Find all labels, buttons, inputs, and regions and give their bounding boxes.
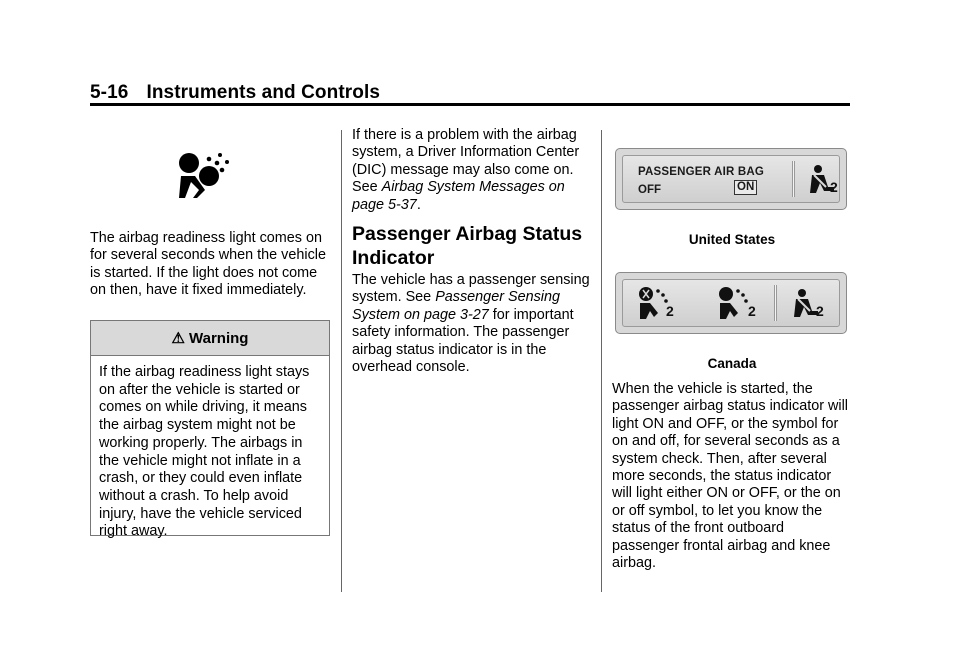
off-label: OFF (638, 184, 661, 196)
dic-paragraph (352, 127, 590, 214)
airbag-messages-link[interactable]: Airbag System Messages on page 5-37 (352, 179, 565, 213)
seat-number-on: 2 (748, 303, 756, 319)
panel-divider-ca (774, 285, 777, 321)
sensing-text: The vehicle has a passenger sensing system. See (352, 272, 590, 306)
warning-title: Warning (189, 330, 249, 347)
warning-header (91, 321, 329, 356)
status-indicator-paragraph: When the vehicle is started, the passenger airbag status indicator will light ON and OFF, or the symbol for on and off, for several seconds as a system check. Then, after several more seconds, the status indicator will light either ON or OFF, or the on or off symbol, to let you know the status of the front outboard passenger frontal airbag and knee airbag. (612, 381, 848, 572)
seat-number: 2 (830, 179, 838, 195)
warning-body: If the airbag readiness light stays on after the vehicle is started or comes on while driving, it means the airbag system might not be working properly. The airbags in the vehicle might not inflate in a crash, or they could even inflate without a crash. To help avoid injury, have the vehicle serviced right away. (99, 364, 310, 540)
passenger-sensing-link[interactable]: Passenger Sensing System on page 3-27 (352, 289, 560, 323)
passenger-sensing-block (352, 272, 590, 376)
warning-box (90, 320, 330, 540)
column-divider-1 (341, 130, 342, 592)
us-indicator-panel (615, 148, 847, 210)
section-title: Instruments and Controls (146, 82, 381, 103)
column-divider-2 (601, 130, 602, 592)
airbag-readiness-icon (175, 150, 237, 202)
page-number: 5-16 (90, 82, 129, 103)
header-rule (90, 103, 850, 106)
dic-text-end: . (416, 196, 421, 213)
intro-paragraph: The airbag readiness light comes on for several seconds when the vehicle is started. If the light does not come on then, have it fixed immediately. (90, 230, 326, 299)
warning-icon: ⚠ (171, 330, 185, 347)
passenger-sensing-paragraph (352, 272, 590, 376)
sensing-text-end: for important safety information. The passenger airbag status indicator is in the overhead console. (352, 306, 574, 376)
on-label: ON (734, 180, 757, 195)
passenger-air-bag-label: PASSENGER AIR BAG (638, 166, 765, 178)
caption-united-states: United States (688, 232, 776, 247)
section-heading: Passenger Airbag Status Indicator (352, 223, 583, 269)
page-header (90, 82, 380, 104)
seat-number-belt: 2 (816, 303, 824, 319)
canada-indicator-panel (615, 272, 847, 334)
caption-canada: Canada (707, 356, 757, 371)
dic-text: If there is a problem with the airbag system, a Driver Information Center (DIC) message may also come on. See (352, 127, 580, 196)
seat-number-off: 2 (666, 303, 674, 319)
column-2 (352, 127, 590, 214)
panel-divider (792, 161, 795, 197)
